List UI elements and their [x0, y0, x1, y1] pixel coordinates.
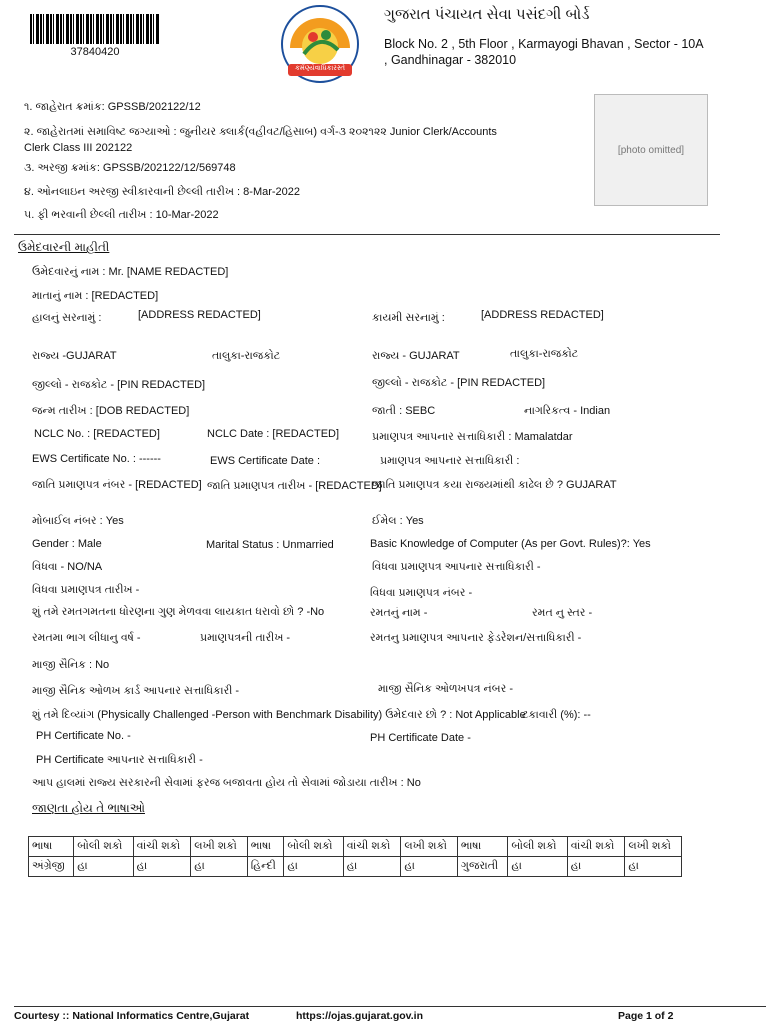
- gender: Gender : Male: [32, 538, 102, 550]
- mother-name: માતાનું નામ : [REDACTED]: [32, 290, 159, 302]
- table-cell: અંગ્રેજી: [29, 857, 74, 877]
- nclc-authority: પ્રમાણપત્ર આપનાર સત્તાધિકારી : Mamalatdar: [372, 431, 573, 443]
- ph-cert-date: PH Certificate Date -: [370, 732, 471, 744]
- email: ઈમેલ : Yes: [372, 515, 424, 527]
- candidate-photo: [594, 94, 708, 206]
- ews-cert-no: EWS Certificate No. : ------: [32, 453, 161, 465]
- table-header-cell: લખી શકો: [625, 837, 682, 857]
- caste-cert-state: જાતિ પ્રમાણપત્ર કયા રાજયમાંથી કાઢેલ છે ? GUJARAT: [372, 479, 617, 491]
- table-cell: હા: [74, 857, 133, 877]
- footer-page: Page 1 of 2: [618, 1010, 674, 1022]
- table-header-cell: બોલી શકો: [508, 837, 567, 857]
- table-cell: હા: [625, 857, 682, 877]
- ex-id-authority: માજી સૈનિક ઓળખ કાર્ડ આપનાર સત્તાધિકારી -: [32, 685, 240, 697]
- table-header-cell: બોલી શકો: [284, 837, 343, 857]
- permanent-address: [481, 310, 604, 321]
- address-line-1: Block No. 2 , 5th Floor , Karmayogi Bhavan , Sector - 10A: [384, 37, 704, 51]
- languages-header-row: [29, 837, 682, 857]
- table-cell: હા: [133, 857, 191, 877]
- widow-authority: વિધવા પ્રમાણપત્ર આપનાર સત્તાધિકારી -: [372, 561, 541, 573]
- sports-question: શું તમે રમતગમતના ધોરણના ગુણ મેળવવા લાયકાત ધરાવો છો ? -No: [32, 606, 325, 618]
- table-cell: હા: [401, 857, 458, 877]
- govt-service-date: આપ હાલમાં રાજ્ય સરકારની સેવામાં ફરજ બજાવતા હોય તો સેવામાં જોડાયા તારીખ : No: [32, 777, 421, 789]
- table-header-cell: લખી શકો: [401, 837, 458, 857]
- table-header-cell: બોલી શકો: [74, 837, 133, 857]
- table-header-cell: લખી શકો: [191, 837, 248, 857]
- state-permanent: રાજ્ય - GUJARAT: [372, 350, 460, 362]
- permanent-address-line-1: [ADDRESS REDACTED]: [481, 309, 604, 321]
- caste-cert-date: [207, 479, 382, 493]
- barcode-number: 37840420: [70, 46, 120, 58]
- current-address: [138, 310, 261, 321]
- adv-no: ૧. જાહેરાત ક્રમાંક: GPSSB/202122/12: [24, 101, 201, 113]
- ex-id-no: માજી સૈનિક ઓળખપત્ર નંબર -: [378, 683, 513, 695]
- footer-courtesy: Courtesy :: National Informatics Centre,Gujarat: [14, 1010, 250, 1022]
- post-line-1: ૨. જાહેરાતમાં સમાવિષ્ટ જગ્યાઓ : જુનીયર ક્લાર્ક(વહીવટ/હિસાબ) વર્ગ-૩ ૨૦૨૧૨૨ Junior Clerk/Accounts: [24, 126, 497, 138]
- caste-cert-no: જાતિ પ્રમાણપત્ર નંબર - [REDACTED]: [32, 479, 202, 491]
- board-logo-emblem: [268, 4, 372, 90]
- candidate-name: ઉમેદવારનું નામ : Mr. [NAME REDACTED]: [32, 266, 229, 278]
- mobile-number: મોબાઈલ નંબર : Yes: [32, 515, 124, 527]
- candidate-signature: [594, 208, 706, 232]
- widow-cert-no: વિધવા પ્રમાણપત્ર નંબર -: [370, 587, 473, 599]
- footer-divider: [14, 1006, 766, 1007]
- table-cell: હા: [191, 857, 248, 877]
- table-cell: હિન્દી: [247, 857, 284, 877]
- current-address-label: હાલનું સરનામું :: [32, 312, 102, 324]
- table-cell: હા: [284, 857, 343, 877]
- sport-level: રમત નુ સ્તર -: [532, 607, 593, 619]
- table-header-cell: વાંચી શકો: [567, 837, 625, 857]
- marital-status: Marital Status : Unmarried: [206, 539, 334, 551]
- table-header-cell: ભાષા: [247, 837, 284, 857]
- district-current: જીલ્લો - રાજકોટ - [PIN REDACTED]: [32, 379, 206, 391]
- sport-name: રમતનું નામ -: [370, 607, 428, 619]
- district-permanent: જીલ્લો - રાજકોટ - [PIN REDACTED]: [372, 377, 546, 389]
- photo-note: [photo omitted]: [617, 144, 685, 156]
- table-cell: ગુજરાતી: [457, 857, 507, 877]
- date-of-birth: જન્મ તારીખ : [DOB REDACTED]: [32, 405, 190, 417]
- taluka-permanent: તાલુકા-રાજકોટ: [510, 348, 579, 360]
- widow-cert-date: વિધવા પ્રમાણપત્ર તારીખ -: [32, 584, 140, 596]
- nationality: નાગરિકત્વ - Indian: [524, 405, 611, 417]
- last-fee-date: ૫. ફી ભરવાની છેલ્લી તારીખ : 10-Mar-2022: [24, 209, 219, 221]
- table-header-cell: ભાષા: [29, 837, 74, 857]
- org-name: ગુજરાત પંચાયત સેવા પસંદગી બોર્ડ: [384, 6, 590, 23]
- taluka-current: તાલુકા-રાજકોટ: [212, 350, 281, 362]
- org-address: [384, 36, 724, 68]
- table-cell: હા: [343, 857, 401, 877]
- board-logo: [268, 4, 372, 90]
- sport-year: રમતમા ભાગ લીધાનુ વર્ષ -: [32, 632, 141, 644]
- post-line-2: Clerk Class III 202122: [24, 142, 133, 154]
- sport-authority: રમતનુ પ્રમાણપત્ર આપનાર ફેડરેશન/સત્તાધિકારી -: [370, 632, 582, 644]
- divider: [14, 234, 720, 235]
- ews-cert-date: EWS Certificate Date :: [210, 455, 321, 467]
- ph-authority: PH Certificate આપનાર સત્તાધિકારી -: [36, 754, 203, 766]
- table-cell: હા: [567, 857, 625, 877]
- last-online-date: ૪. ઓનલાઇન અરજી સ્વીકારવાની છેલ્લી તારીખ : 8-Mar-2022: [24, 186, 301, 198]
- section-languages: જાણતા હોય તે ભાષાઓ: [32, 801, 145, 815]
- nclc-date: NCLC Date : [REDACTED]: [207, 428, 340, 440]
- ph-cert-no: PH Certificate No. -: [36, 730, 131, 742]
- table-cell: હા: [508, 857, 567, 877]
- table-header-cell: ભાષા: [457, 837, 507, 857]
- disability-question: શું તમે દિવ્યાંગ (Physically Challenged -Person with Benchmark Disability) ઉમેદવાર છો ? : Not Applicable: [32, 709, 526, 721]
- permanent-address-label: કાયમી સરનામું :: [372, 312, 445, 324]
- caste-cert-date-line-1: જાતિ પ્રમાણપત્ર તારીખ - [REDACTED]: [207, 480, 382, 492]
- ex-serviceman: માજી સૈનિક : No: [32, 659, 110, 671]
- current-address-line-1: [ADDRESS REDACTED]: [138, 309, 261, 321]
- table-header-cell: વાંચી શકો: [133, 837, 191, 857]
- address-line-2: , Gandhinagar - 382010: [384, 53, 517, 67]
- state-current: રાજ્ય -GUJARAT: [32, 350, 117, 362]
- table-header-cell: વાંચી શકો: [343, 837, 401, 857]
- languages-table: [28, 836, 682, 877]
- computer-knowledge: Basic Knowledge of Computer (As per Govt. Rules)?: Yes: [370, 538, 651, 550]
- ews-authority: પ્રમાણપત્ર આપનાર સત્તાધિકારી :: [380, 455, 520, 467]
- widow-status: વિધવા - NO/NA: [32, 561, 103, 573]
- footer-url[interactable]: https://ojas.gujarat.gov.in: [296, 1010, 423, 1022]
- barcode: [30, 14, 160, 44]
- caste: જાતી : SEBC: [372, 405, 436, 417]
- table-row: [29, 857, 682, 877]
- section-candidate: ઉમેદવારની માહીતી: [18, 240, 110, 254]
- disability-percent: ટકાવારી (%): --: [522, 709, 591, 721]
- sport-cert-date: પ્રમાણપત્રની તારીખ -: [200, 632, 291, 644]
- application-no: ૩. અરજી ક્રમાંક: GPSSB/202122/12/569748: [24, 162, 236, 174]
- logo-ribbon-text: કર્મણ્યેવાધિકારસ્તે: [294, 65, 346, 72]
- nclc-no: NCLC No. : [REDACTED]: [34, 428, 160, 440]
